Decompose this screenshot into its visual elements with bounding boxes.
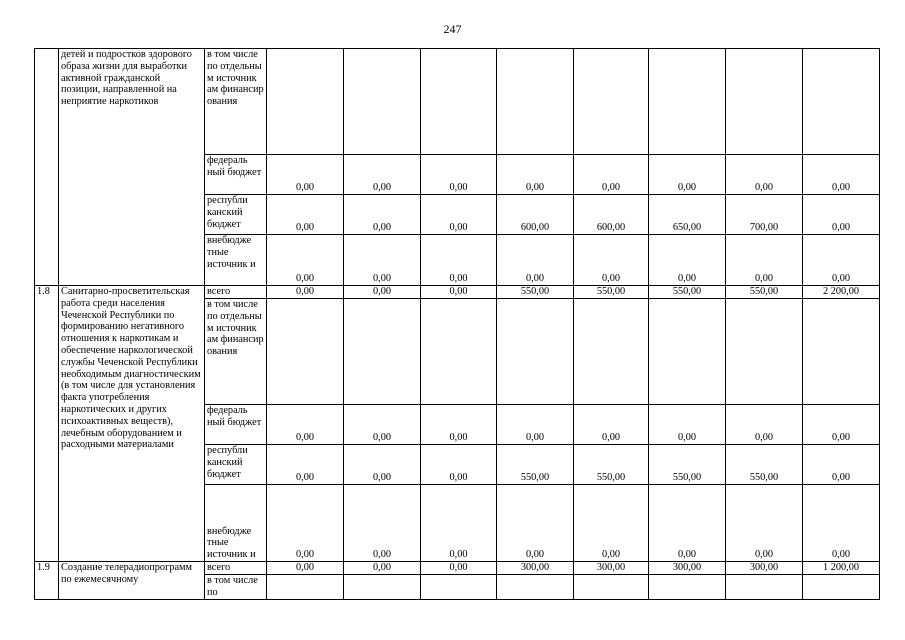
value-cell	[267, 575, 344, 600]
value-cell: 300,00	[726, 562, 803, 575]
value-cell: 0,00	[344, 155, 421, 195]
value-cell: 0,00	[344, 286, 421, 299]
row-index: 1.9	[35, 562, 59, 600]
value-cell: 0,00	[803, 235, 880, 286]
value-cell	[497, 575, 574, 600]
value-cell	[649, 575, 726, 600]
value-cell	[344, 299, 421, 405]
funding-source: в том числе по отдельны м источник ам финансир ования	[205, 49, 267, 155]
value-cell: 0,00	[421, 485, 497, 562]
funding-source: республи канский бюджет	[205, 445, 267, 485]
value-cell: 0,00	[344, 445, 421, 485]
value-cell: 0,00	[421, 195, 497, 235]
measure-name: Санитарно-просветительская работа среди населения Чеченской Республики по формированию негативного отношения к наркотикам и обеспечение наркологической службы Чеченской Республики необходимым диагностическим (в том числе для установления факта употребления наркотических и других психоактивных веществ), лечебным оборудованием и расходными материалами	[59, 286, 205, 562]
funding-source: внебюдже тные источник и	[205, 485, 267, 562]
value-cell	[497, 299, 574, 405]
value-cell: 0,00	[344, 405, 421, 445]
value-cell: 700,00	[726, 195, 803, 235]
value-cell: 0,00	[344, 195, 421, 235]
value-cell: 0,00	[421, 405, 497, 445]
value-cell	[421, 299, 497, 405]
value-cell	[344, 575, 421, 600]
table-row	[35, 286, 880, 299]
table-row	[35, 49, 880, 155]
value-cell: 0,00	[267, 485, 344, 562]
value-cell: 600,00	[497, 195, 574, 235]
value-cell: 0,00	[421, 445, 497, 485]
funding-source: республи канский бюджет	[205, 195, 267, 235]
row-index: 1.8	[35, 286, 59, 562]
value-cell: 550,00	[726, 286, 803, 299]
value-cell: 0,00	[421, 286, 497, 299]
value-cell: 0,00	[649, 235, 726, 286]
value-cell: 550,00	[649, 286, 726, 299]
value-cell: 0,00	[421, 235, 497, 286]
funding-source: в том числе по	[205, 575, 267, 600]
value-cell	[574, 49, 649, 155]
table-row	[35, 562, 880, 575]
value-cell: 550,00	[726, 445, 803, 485]
value-cell: 0,00	[344, 562, 421, 575]
value-cell: 0,00	[649, 485, 726, 562]
value-cell	[267, 49, 344, 155]
value-cell: 0,00	[267, 405, 344, 445]
value-cell: 1 200,00	[803, 562, 880, 575]
value-cell	[803, 299, 880, 405]
value-cell: 0,00	[726, 405, 803, 445]
value-cell: 0,00	[574, 485, 649, 562]
value-cell	[267, 299, 344, 405]
funding-source: в том числе по отдельны м источник ам финансир ования	[205, 299, 267, 405]
value-cell: 0,00	[726, 155, 803, 195]
measure-name: Создание телерадиопрограмм по ежемесячному	[59, 562, 205, 600]
value-cell: 0,00	[803, 195, 880, 235]
value-cell: 0,00	[267, 195, 344, 235]
value-cell: 0,00	[421, 562, 497, 575]
budget-table	[34, 48, 880, 600]
value-cell	[726, 575, 803, 600]
value-cell: 550,00	[497, 286, 574, 299]
value-cell: 2 200,00	[803, 286, 880, 299]
value-cell	[726, 299, 803, 405]
value-cell: 0,00	[726, 485, 803, 562]
value-cell: 0,00	[267, 445, 344, 485]
value-cell	[649, 299, 726, 405]
value-cell: 300,00	[574, 562, 649, 575]
value-cell: 550,00	[574, 445, 649, 485]
funding-source: федераль ный бюджет	[205, 155, 267, 195]
value-cell: 300,00	[649, 562, 726, 575]
value-cell	[803, 575, 880, 600]
value-cell: 0,00	[497, 155, 574, 195]
value-cell	[421, 575, 497, 600]
value-cell: 0,00	[574, 405, 649, 445]
value-cell: 0,00	[344, 485, 421, 562]
value-cell: 0,00	[497, 405, 574, 445]
value-cell: 0,00	[803, 485, 880, 562]
value-cell: 0,00	[574, 155, 649, 195]
row-index	[35, 49, 59, 286]
value-cell	[803, 49, 880, 155]
value-cell: 600,00	[574, 195, 649, 235]
value-cell: 0,00	[267, 155, 344, 195]
page-number: 247	[443, 22, 462, 36]
value-cell: 0,00	[497, 485, 574, 562]
value-cell: 0,00	[421, 155, 497, 195]
value-cell	[574, 299, 649, 405]
measure-name: детей и подростков здорового образа жизни для выработки активной гражданской позиции, направленной на неприятие наркотиков	[59, 49, 205, 286]
value-cell	[344, 49, 421, 155]
value-cell: 550,00	[574, 286, 649, 299]
value-cell: 0,00	[803, 445, 880, 485]
value-cell: 0,00	[344, 235, 421, 286]
value-cell	[649, 49, 726, 155]
value-cell: 0,00	[267, 562, 344, 575]
funding-source: всего	[205, 286, 267, 299]
value-cell: 0,00	[267, 235, 344, 286]
value-cell	[574, 575, 649, 600]
value-cell: 0,00	[574, 235, 649, 286]
funding-source: всего	[205, 562, 267, 575]
funding-source: внебюдже тные источник и	[205, 235, 267, 286]
value-cell: 650,00	[649, 195, 726, 235]
value-cell	[421, 49, 497, 155]
value-cell	[497, 49, 574, 155]
value-cell	[726, 49, 803, 155]
funding-source: федераль ный бюджет	[205, 405, 267, 445]
value-cell: 550,00	[497, 445, 574, 485]
value-cell: 0,00	[497, 235, 574, 286]
value-cell: 550,00	[649, 445, 726, 485]
value-cell: 0,00	[803, 155, 880, 195]
value-cell: 0,00	[649, 405, 726, 445]
value-cell: 0,00	[267, 286, 344, 299]
value-cell: 300,00	[497, 562, 574, 575]
value-cell: 0,00	[649, 155, 726, 195]
value-cell: 0,00	[803, 405, 880, 445]
value-cell: 0,00	[726, 235, 803, 286]
